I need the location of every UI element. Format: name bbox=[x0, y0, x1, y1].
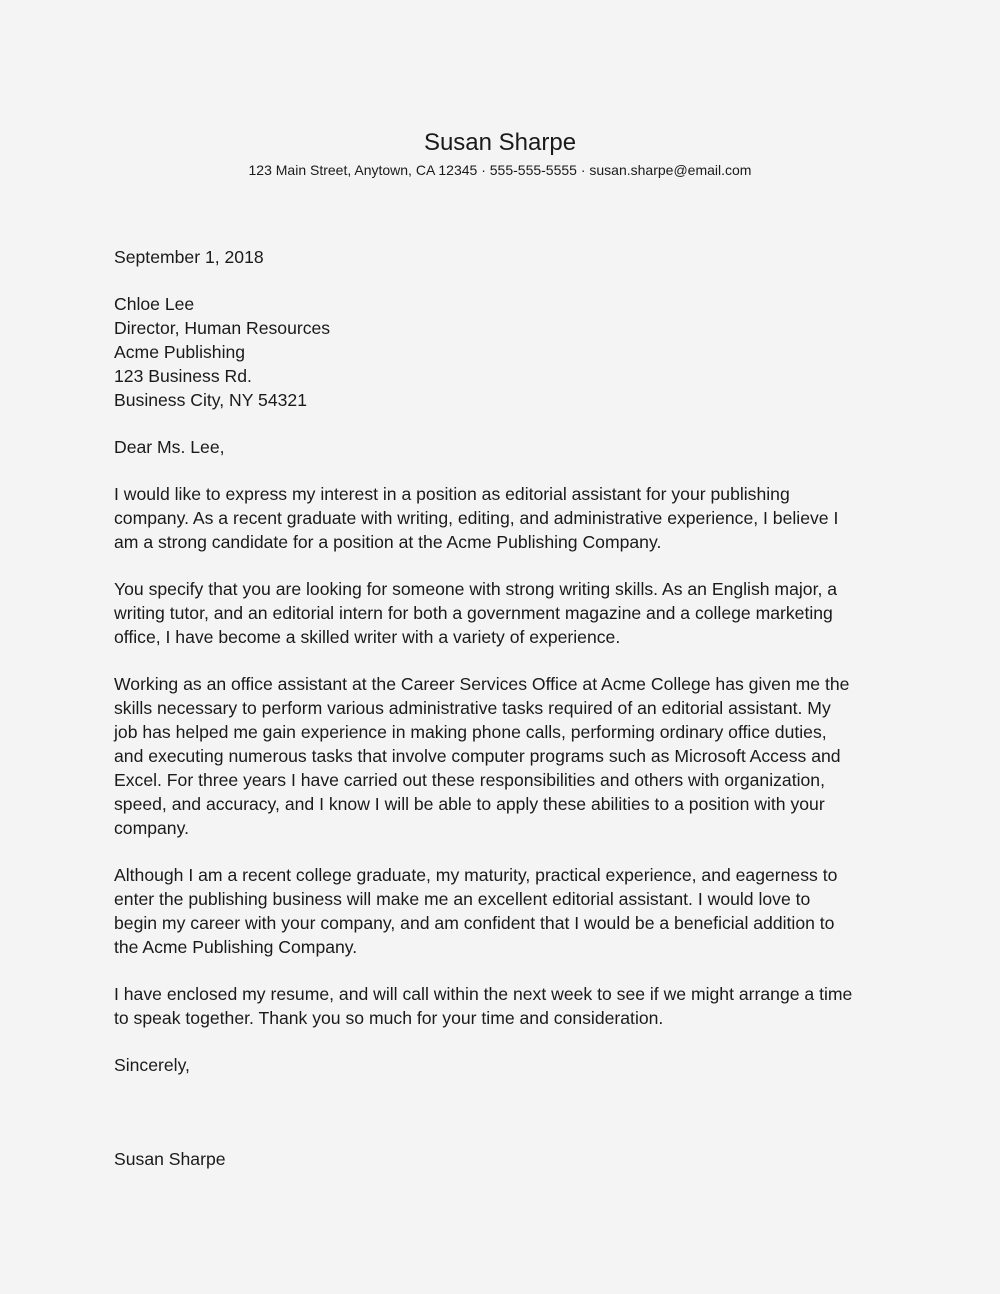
signature-name: Susan Sharpe bbox=[114, 1149, 226, 1169]
paragraph-line: office, I have become a skilled writer with a variety of experience. bbox=[114, 627, 621, 647]
body-paragraph-3 bbox=[114, 672, 889, 840]
paragraph-line: Excel. For three years I have carried out these responsibilities and others with organization, bbox=[114, 770, 825, 790]
sender-contact-line: 123 Main Street, Anytown, CA 12345 · 555-555-5555 · susan.sharpe@email.com bbox=[248, 162, 752, 178]
body-paragraph-5 bbox=[114, 982, 889, 1030]
paragraph-line: company. bbox=[114, 818, 189, 838]
recipient-name: Chloe Lee bbox=[114, 294, 195, 314]
paragraph-line: Working as an office assistant at the Career Services Office at Acme College has given me the bbox=[114, 674, 850, 694]
recipient-city: Business City, NY 54321 bbox=[114, 390, 307, 410]
letterhead bbox=[0, 128, 1000, 180]
paragraph-line: to speak together. Thank you so much for your time and consideration. bbox=[114, 1008, 664, 1028]
body-paragraph-2 bbox=[114, 577, 889, 649]
paragraph-line: I have enclosed my resume, and will call within the next week to see if we might arrange a time bbox=[114, 984, 853, 1004]
paragraph-line: writing tutor, and an editorial intern for both a government magazine and a college marketing bbox=[114, 603, 833, 623]
letter-date: September 1, 2018 bbox=[114, 247, 264, 267]
recipient-title: Director, Human Resources bbox=[114, 318, 331, 338]
paragraph-line: I would like to express my interest in a position as editorial assistant for your publishing bbox=[114, 484, 790, 504]
body-paragraph-4 bbox=[114, 863, 889, 959]
recipient-company: Acme Publishing bbox=[114, 342, 246, 362]
paragraph-line: You specify that you are looking for someone with strong writing skills. As an English major, a bbox=[114, 579, 838, 599]
salutation: Dear Ms. Lee, bbox=[114, 437, 225, 457]
paragraph-line: begin my career with your company, and am confident that I would be a beneficial addition to bbox=[114, 913, 835, 933]
paragraph-line: Although I am a recent college graduate, my maturity, practical experience, and eagerness to bbox=[114, 865, 838, 885]
body-paragraph-1 bbox=[114, 482, 889, 554]
paragraph-line: job has helped me gain experience in making phone calls, performing ordinary office duties, bbox=[114, 722, 827, 742]
recipient-street: 123 Business Rd. bbox=[114, 366, 252, 386]
paragraph-line: skills necessary to perform various administrative tasks required of an editorial assistant. My bbox=[114, 698, 831, 718]
paragraph-line: company. As a recent graduate with writing, editing, and administrative experience, I believe I bbox=[114, 508, 839, 528]
paragraph-line: am a strong candidate for a position at the Acme Publishing Company. bbox=[114, 532, 662, 552]
paragraph-line: the Acme Publishing Company. bbox=[114, 937, 358, 957]
paragraph-line: enter the publishing business will make me an excellent editorial assistant. I would love to bbox=[114, 889, 811, 909]
paragraph-line: and executing numerous tasks that involve computer programs such as Microsoft Access and bbox=[114, 746, 841, 766]
paragraph-line: speed, and accuracy, and I know I will be able to apply these abilities to a position with your bbox=[114, 794, 825, 814]
recipient-address bbox=[114, 292, 889, 412]
closing: Sincerely, bbox=[114, 1055, 190, 1075]
letter-body bbox=[114, 245, 889, 1194]
sender-name: Susan Sharpe bbox=[423, 129, 577, 156]
